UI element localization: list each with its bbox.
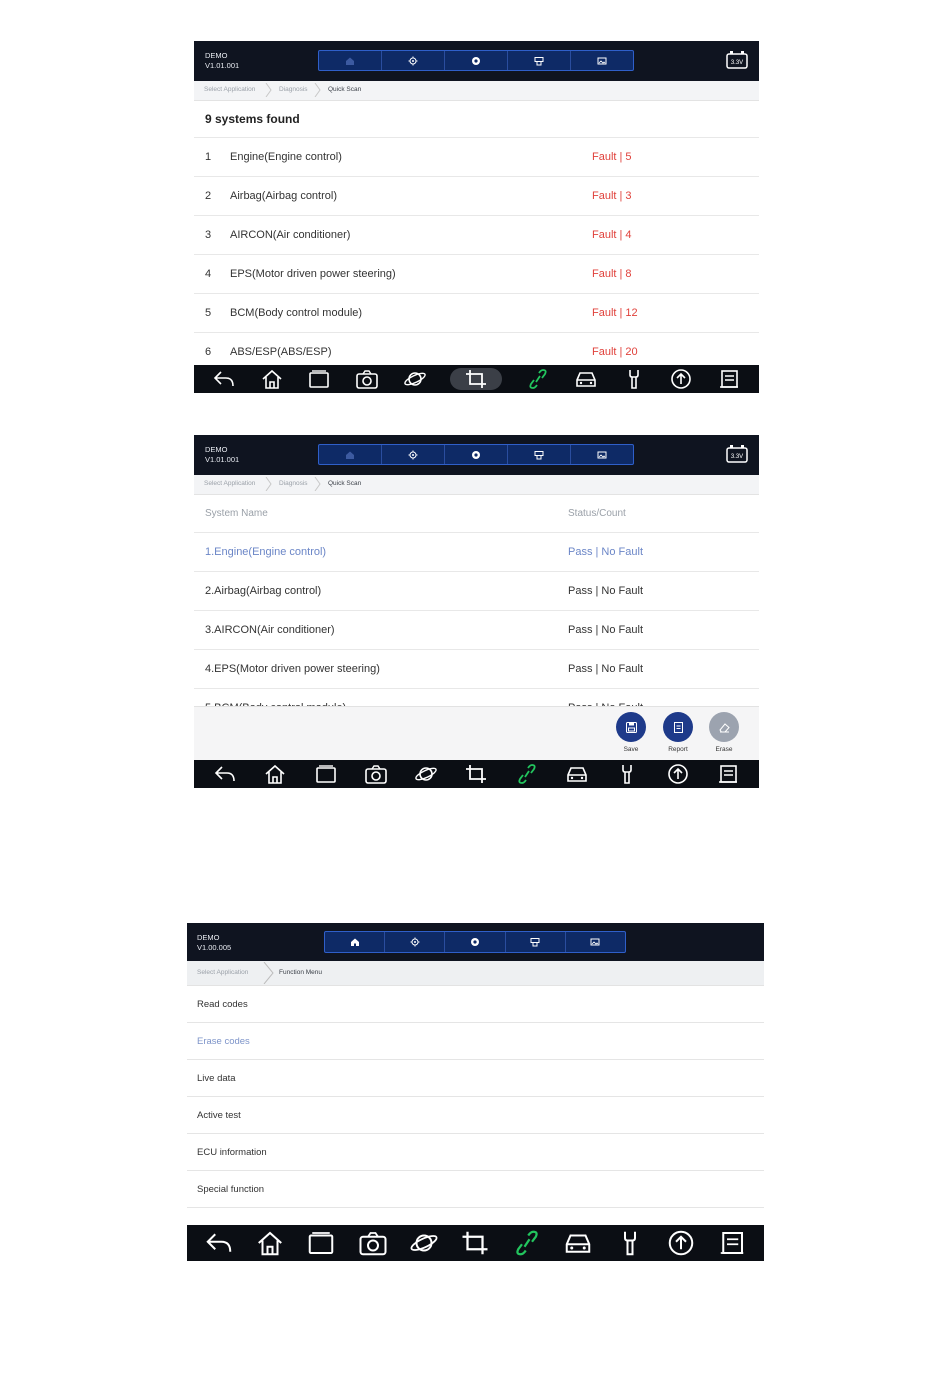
record-icon[interactable] (445, 932, 505, 952)
camera-icon[interactable] (358, 1229, 388, 1257)
menu-item-live-data[interactable]: Live data (187, 1059, 764, 1097)
record-icon[interactable] (445, 445, 508, 464)
demo-label: DEMO (197, 933, 220, 942)
save-icon (616, 712, 646, 742)
system-name: Airbag(Airbag control) (230, 190, 337, 202)
link-icon[interactable] (526, 368, 550, 390)
system-name: ABS/ESP(ABS/ESP) (230, 346, 332, 358)
home-icon[interactable] (263, 763, 287, 785)
fault-status: Fault | 5 (592, 151, 632, 163)
system-row[interactable] (194, 255, 759, 294)
action-bar (194, 706, 759, 760)
menu-item-active-test[interactable]: Active test (187, 1096, 764, 1134)
system-row[interactable] (194, 572, 759, 611)
version-info (205, 445, 239, 465)
fault-status: Fault | 4 (592, 229, 632, 241)
save-label: Save (623, 746, 639, 753)
demo-label: DEMO (205, 445, 228, 454)
home-icon[interactable] (319, 445, 382, 464)
back-icon[interactable] (204, 1229, 234, 1257)
crumb-function-menu: Function Menu (279, 969, 322, 976)
gear-icon[interactable] (382, 445, 445, 464)
planet-icon[interactable] (409, 1229, 439, 1257)
demo-label: DEMO (205, 51, 228, 60)
screen-function-menu (187, 923, 764, 1261)
printer-icon[interactable] (508, 51, 571, 70)
fault-status: Fault | 12 (592, 307, 638, 319)
wrench-icon[interactable] (615, 763, 639, 785)
crumb-select-application[interactable]: Select Application (204, 480, 256, 487)
system-name: 2.Airbag(Airbag control) (205, 585, 322, 597)
fault-status: Fault | 20 (592, 346, 638, 358)
system-row[interactable] (194, 177, 759, 216)
system-name: BCM(Body control module) (230, 307, 363, 319)
system-row[interactable] (194, 650, 759, 689)
system-name: EPS(Motor driven power steering) (230, 268, 396, 280)
wrench-icon[interactable] (615, 1229, 645, 1257)
column-header-status: Status/Count (568, 507, 626, 519)
camera-icon[interactable] (355, 368, 379, 390)
crumb-select-application[interactable]: Select Application (204, 86, 256, 93)
bottom-nav-bar (194, 365, 759, 393)
row-number: 5 (205, 307, 212, 319)
link-icon[interactable] (515, 763, 539, 785)
camera-icon[interactable] (364, 763, 388, 785)
gear-icon[interactable] (382, 51, 445, 70)
record-icon[interactable] (445, 51, 508, 70)
battery-icon (726, 51, 748, 69)
printer-icon[interactable] (506, 932, 566, 952)
report-icon (663, 712, 693, 742)
system-row[interactable] (194, 533, 759, 572)
table-header (194, 494, 759, 533)
crumb-select-application[interactable]: Select Application (197, 969, 249, 976)
version-label: V1.00.005 (197, 943, 232, 952)
chevron-right-icon (314, 477, 322, 491)
upload-icon[interactable] (666, 1229, 696, 1257)
notes-icon[interactable] (717, 1229, 747, 1257)
breadcrumb (194, 475, 759, 495)
breadcrumb (194, 81, 759, 101)
breadcrumb (187, 961, 764, 986)
report-button[interactable] (660, 712, 696, 753)
crop-icon[interactable] (460, 1229, 490, 1257)
chevron-right-icon (314, 83, 322, 97)
erase-label: Erase (715, 746, 733, 753)
chevron-right-icon (265, 83, 273, 97)
system-name: 1.Engine(Engine control) (205, 546, 327, 558)
top-bar (194, 435, 759, 475)
column-header-system-name: System Name (205, 507, 268, 519)
report-label: Report (668, 746, 688, 753)
upload-icon[interactable] (666, 763, 690, 785)
battery-icon (726, 445, 748, 463)
system-row[interactable] (194, 138, 759, 177)
image-icon[interactable] (566, 932, 625, 952)
upload-icon[interactable] (669, 368, 693, 390)
top-nav (324, 931, 626, 953)
car-icon[interactable] (565, 763, 589, 785)
crop-icon[interactable] (450, 368, 502, 390)
planet-icon[interactable] (403, 368, 427, 390)
notes-icon[interactable] (716, 763, 740, 785)
row-number: 6 (205, 346, 212, 358)
version-label: V1.01.001 (205, 455, 240, 464)
row-number: 1 (205, 151, 212, 163)
crumb-diagnosis[interactable]: Diagnosis (279, 480, 308, 487)
top-nav (318, 444, 634, 465)
system-status: Pass | No Fault (568, 663, 643, 675)
recent-apps-icon[interactable] (307, 368, 331, 390)
system-name: 4.EPS(Motor driven power steering) (205, 663, 380, 675)
home-icon[interactable] (319, 51, 382, 70)
system-status: Pass | No Fault (568, 585, 643, 597)
row-number: 4 (205, 268, 212, 280)
crumb-quick-scan: Quick Scan (328, 480, 362, 487)
back-icon[interactable] (212, 368, 236, 390)
row-number: 3 (205, 229, 212, 241)
system-name: 3.AIRCON(Air conditioner) (205, 624, 335, 636)
crumb-quick-scan: Quick Scan (328, 86, 362, 93)
screen-quick-scan-results (194, 435, 759, 788)
row-number: 2 (205, 190, 212, 202)
svg-text:3.3V: 3.3V (730, 454, 744, 460)
crumb-diagnosis[interactable]: Diagnosis (279, 86, 308, 93)
system-status: Pass | No Fault (568, 624, 643, 636)
system-name: Engine(Engine control) (230, 151, 342, 163)
chevron-right-icon (265, 477, 273, 491)
version-info (197, 933, 231, 953)
top-bar (187, 923, 764, 961)
version-label: V1.01.001 (205, 61, 240, 70)
menu-item-erase-codes[interactable]: Erase codes (187, 1022, 764, 1060)
fault-status: Fault | 3 (592, 190, 632, 202)
system-name: AIRCON(Air conditioner) (230, 229, 351, 241)
save-button[interactable] (613, 712, 649, 753)
recent-apps-icon[interactable] (306, 1229, 336, 1257)
screen-quick-scan-faults (194, 41, 759, 393)
home-icon[interactable] (255, 1229, 285, 1257)
home-icon[interactable] (325, 932, 385, 952)
car-icon[interactable] (574, 368, 598, 390)
eraser-icon (709, 712, 739, 742)
chevron-right-icon (263, 962, 275, 984)
gear-icon[interactable] (385, 932, 445, 952)
system-row[interactable] (194, 611, 759, 650)
top-nav (318, 50, 634, 71)
system-row[interactable] (194, 294, 759, 333)
image-icon[interactable] (571, 445, 633, 464)
erase-button[interactable] (706, 712, 742, 753)
notes-icon[interactable] (717, 368, 741, 390)
bottom-nav-bar (194, 760, 759, 788)
link-icon[interactable] (512, 1229, 542, 1257)
menu-item-special-function[interactable]: Special function (187, 1170, 764, 1208)
menu-item-read-codes[interactable]: Read codes (187, 985, 764, 1023)
car-icon[interactable] (563, 1229, 593, 1257)
crop-icon[interactable] (464, 763, 488, 785)
planet-icon[interactable] (414, 763, 438, 785)
printer-icon[interactable] (508, 445, 571, 464)
back-icon[interactable] (213, 763, 237, 785)
recent-apps-icon[interactable] (314, 763, 338, 785)
top-bar (194, 41, 759, 81)
fault-status: Fault | 8 (592, 268, 632, 280)
system-row[interactable] (194, 216, 759, 255)
image-icon[interactable] (571, 51, 633, 70)
wrench-icon[interactable] (622, 368, 646, 390)
system-status: Pass | No Fault (568, 546, 643, 558)
bottom-nav-bar (187, 1225, 764, 1261)
home-icon[interactable] (260, 368, 284, 390)
svg-text:3.3V: 3.3V (730, 60, 744, 66)
systems-found-title: 9 systems found (205, 112, 300, 126)
menu-item-ecu-information[interactable]: ECU information (187, 1133, 764, 1171)
version-info (205, 51, 239, 71)
